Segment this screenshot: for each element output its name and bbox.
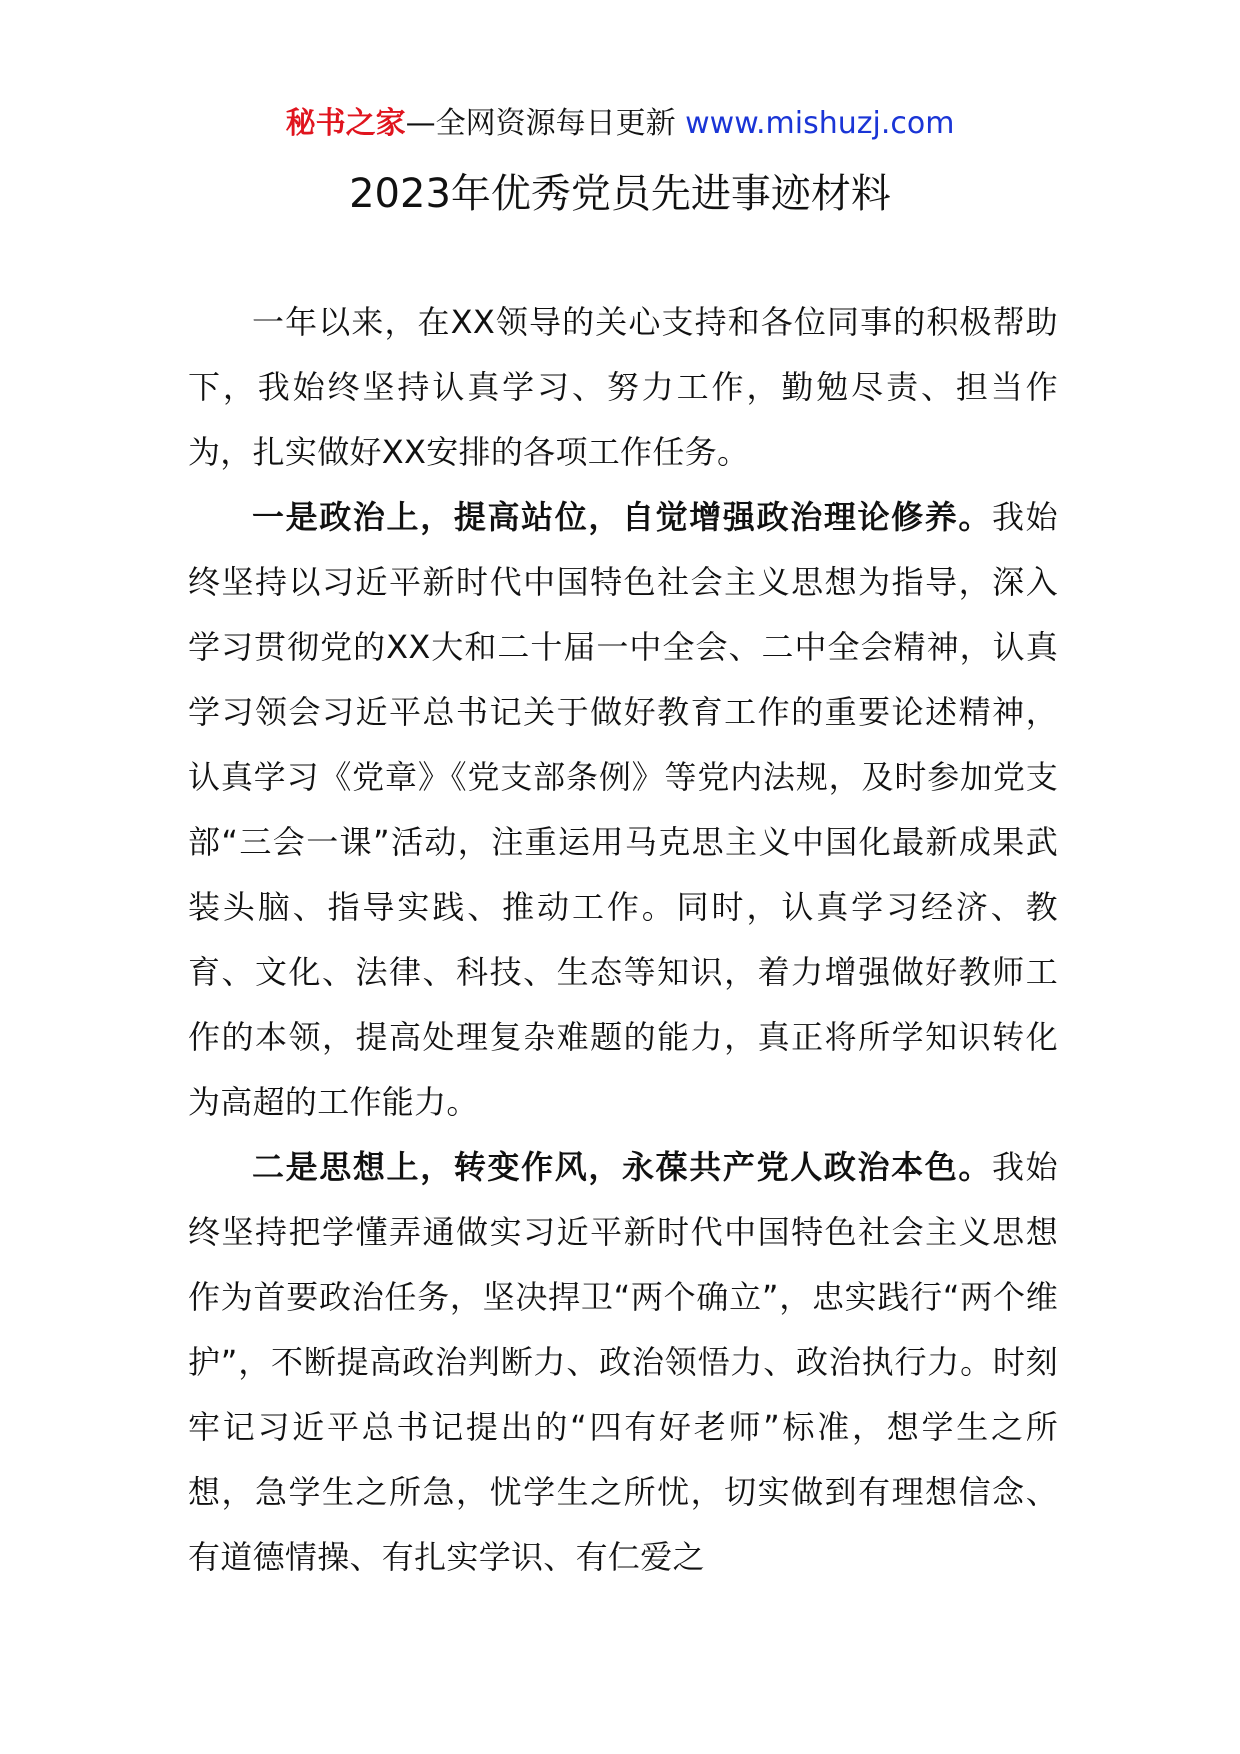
site-header	[0, 100, 1240, 148]
paragraph-text: 我始终坚持把学懂弄通做实习近平新时代中国特色社会主义思想作为首要政治任务，坚决捍卫“两个确立”，忠实践行“两个维护”，不断提高政治判断力、政治领悟力、政治执行力。时刻牢记习近平总书记提出的“四有好老师”标准，想学生之所想，急学生之所急，忧学生之所忧，切实做到有理想信念、有道德情操、有扎实学识、有仁爱之	[188, 1148, 1058, 1576]
document-title: 2023年优秀党员先进事迹材料	[349, 171, 891, 217]
paragraph-lead: 二是思想上，转变作风，永葆共产党人政治本色。	[252, 1148, 993, 1186]
paragraph-political	[188, 485, 1058, 1135]
header-tagline: —全网资源每日更新	[405, 106, 676, 141]
site-url-link[interactable]: www.mishuzj.com	[685, 106, 955, 141]
paragraph-intro	[188, 290, 1058, 485]
paragraph-lead: 一是政治上，提高站位，自觉增强政治理论修养。	[252, 498, 993, 536]
paragraph-text: 我始终坚持以习近平新时代中国特色社会主义思想为指导，深入学习贯彻党的XX大和二十届一中全会、二中全会精神，认真学习领会习近平总书记关于做好教育工作的重要论述精神，认真学习《党章》《党支部条例》等党内法规，及时参加党支部“三会一课”活动，注重运用马克思主义中国化最新成果武装头脑、指导实践、推动工作。同时，认真学习经济、教育、文化、法律、科技、生态等知识，着力增强做好教师工作的本领，提高处理复杂难题的能力，真正将所学知识转化为高超的工作能力。	[188, 498, 1058, 1121]
paragraph-text: 一年以来，在XX领导的关心支持和各位同事的积极帮助下，我始终坚持认真学习、努力工作，勤勉尽责、担当作为，扎实做好XX安排的各项工作任务。	[188, 303, 1058, 471]
paragraph-ideological	[188, 1135, 1058, 1590]
brand-name: 秘书之家	[285, 106, 406, 141]
document-body	[188, 290, 1058, 1590]
